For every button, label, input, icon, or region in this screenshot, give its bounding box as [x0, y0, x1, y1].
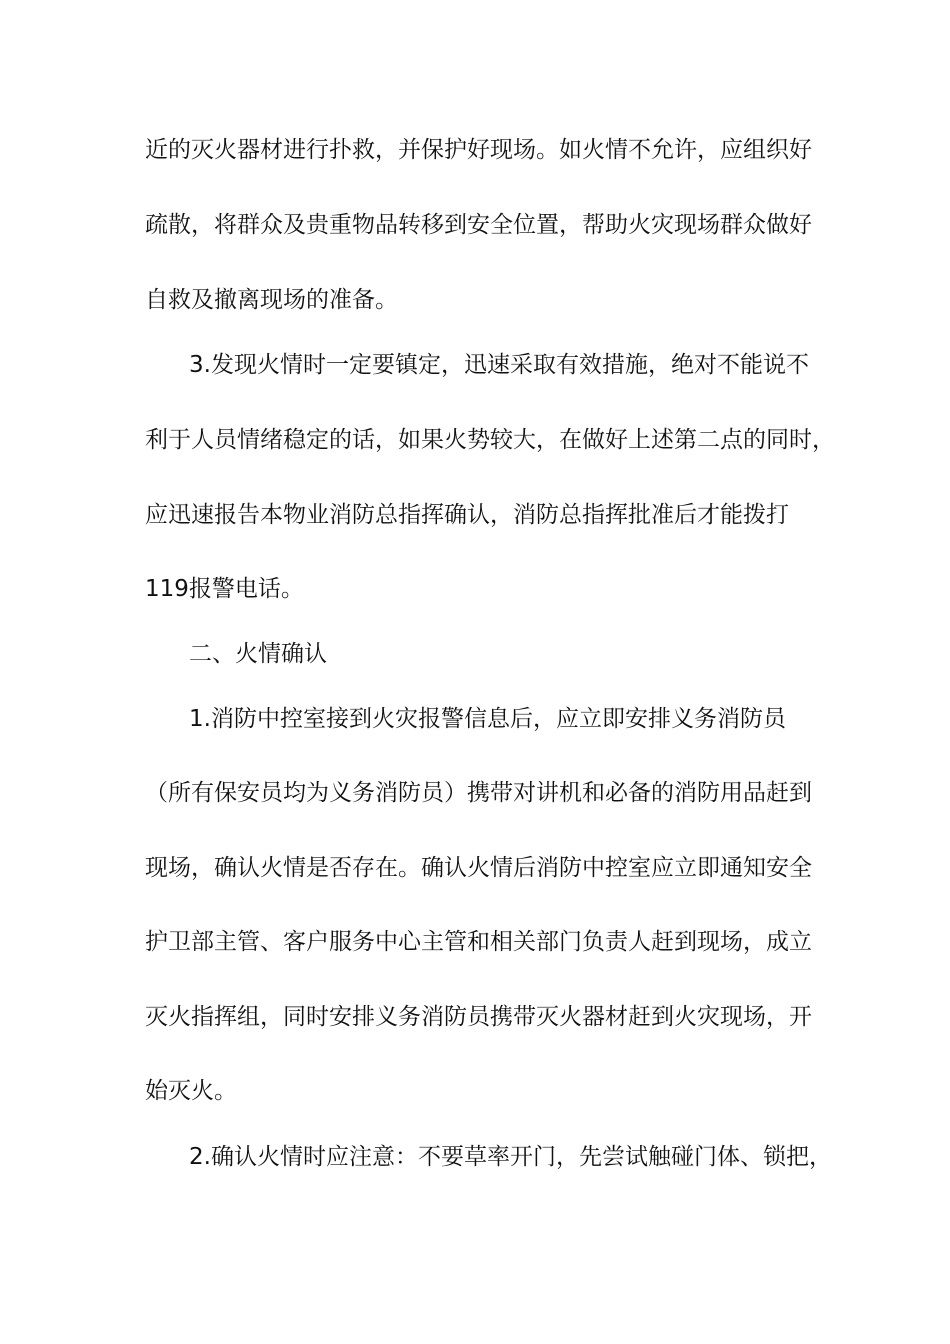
paragraph-line-14: 2.确认火情时应注意：不要草率开门，先尝试触碰门体、锁把，: [189, 1144, 832, 1170]
section-heading: 二、火情确认: [189, 641, 327, 667]
paragraph-line-5: 利于人员情绪稳定的话，如果火势较大，在做好上述第二点的同时，: [145, 427, 835, 453]
paragraph-line-13: 始灭火。: [145, 1078, 237, 1104]
paragraph-line-7: 119报警电话。: [145, 576, 304, 602]
paragraph-line-11: 护卫部主管、客户服务中心主管和相关部门负责人赶到现场，成立: [145, 929, 812, 955]
paragraph-line-8: 1.消防中控室接到火灾报警信息后，应立即安排义务消防员: [189, 706, 786, 732]
paragraph-line-4: 3.发现火情时一定要镇定，迅速采取有效措施，绝对不能说不: [189, 352, 809, 378]
paragraph-line-12: 灭火指挥组，同时安排义务消防员携带灭火器材赶到火灾现场，开: [145, 1004, 812, 1030]
paragraph-line-2: 疏散，将群众及贵重物品转移到安全位置，帮助火灾现场群众做好: [145, 212, 812, 238]
paragraph-line-1: 近的灭火器材进行扑救，并保护好现场。如火情不允许，应组织好: [145, 137, 812, 163]
paragraph-line-10: 现场，确认火情是否存在。确认火情后消防中控室应立即通知安全: [145, 855, 812, 881]
paragraph-line-6: 应迅速报告本物业消防总指挥确认，消防总指挥批准后才能拨打: [145, 502, 789, 528]
paragraph-line-3: 自救及撤离现场的准备。: [145, 287, 398, 313]
paragraph-line-9: （所有保安员均为义务消防员）携带对讲机和必备的消防用品赶到: [145, 780, 812, 806]
